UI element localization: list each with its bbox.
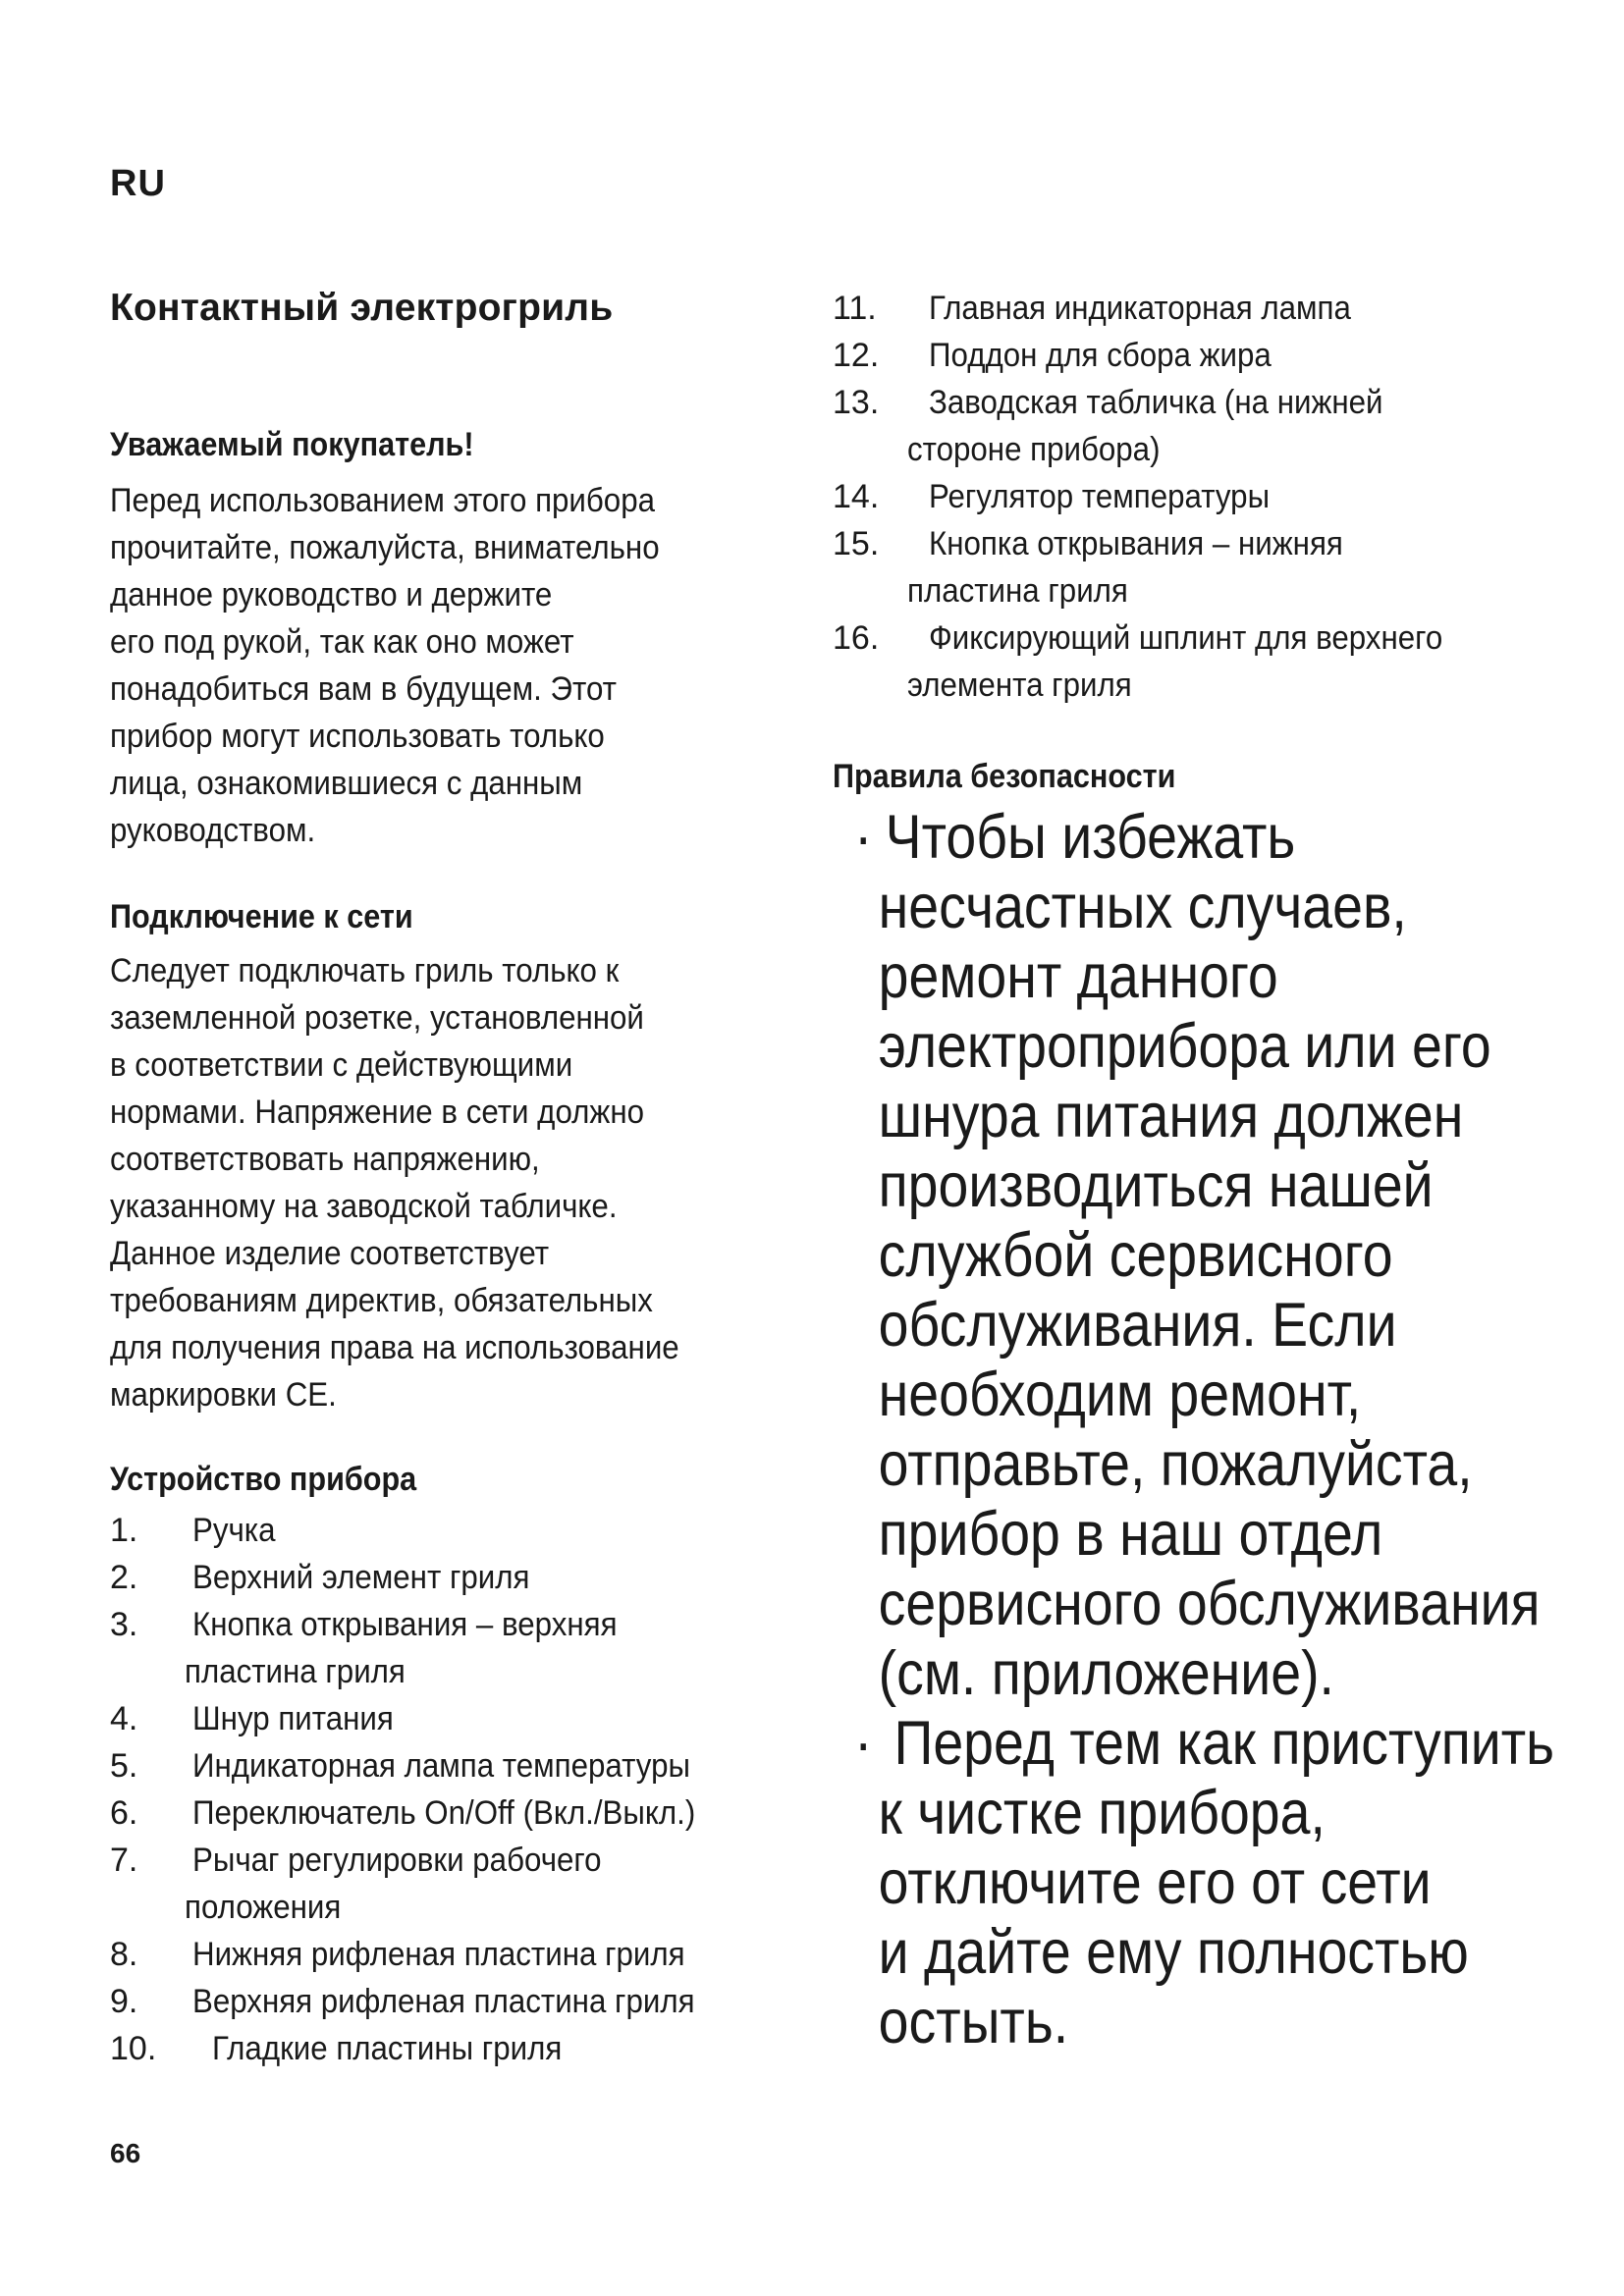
item-label: Индикаторная лампа температуры: [192, 1747, 690, 1785]
item-label: Верхняя рифленая пластина гриля: [192, 1983, 695, 2020]
bullet-marker: ·: [854, 1709, 873, 1778]
intro-heading: Уважаемый покупатель!: [110, 426, 474, 463]
list-item-continuation: [110, 1884, 778, 1931]
connection-line: в соответствии с действующими: [110, 1046, 573, 1084]
safety-line: и дайте ему полностью: [878, 1918, 1469, 1987]
intro-line: руководством.: [110, 812, 316, 849]
item-number: 14.: [833, 478, 880, 515]
list-item: [833, 379, 1520, 426]
item-label: Шнур питания: [192, 1700, 394, 1737]
item-number: 4.: [110, 1700, 138, 1737]
list-item: [110, 2025, 778, 2072]
intro-line: его под рукой, так как оно может: [110, 623, 574, 661]
item-label: Кнопка открывания – верхняя: [192, 1606, 618, 1643]
intro-line: данное руководство и держите: [110, 576, 553, 614]
intro-line: прочитайте, пожалуйста, внимательно: [110, 529, 660, 566]
list-item: [110, 1554, 778, 1601]
device-parts-list-continued: [833, 285, 1520, 709]
list-item: [110, 1978, 778, 2025]
page-title: Контактный электрогриль: [110, 287, 614, 329]
connection-line: указанному на заводской табличке.: [110, 1188, 618, 1225]
item-number: 7.: [110, 1842, 138, 1879]
connection-line: нормами. Напряжение в сети должно: [110, 1094, 645, 1131]
safety-line: остыть.: [878, 1988, 1069, 2056]
item-number: 1.: [110, 1512, 138, 1549]
item-label: Поддон для сбора жира: [929, 337, 1272, 374]
connection-line: маркировки CE.: [110, 1376, 337, 1414]
item-number: 12.: [833, 337, 880, 374]
connection-line: Следует подключать гриль только к: [110, 952, 620, 989]
list-item: [110, 1789, 778, 1837]
connection-line: соответствовать напряжению,: [110, 1141, 540, 1178]
safety-line: Чтобы избежать: [885, 803, 1296, 872]
item-label: Рычаг регулировки рабочего: [192, 1842, 602, 1879]
list-item: [833, 520, 1520, 567]
item-number: 11.: [833, 290, 877, 327]
list-item: [833, 614, 1520, 662]
list-item: [833, 285, 1520, 332]
safety-line: Перед тем как приступить: [893, 1709, 1554, 1778]
list-item-continuation: [110, 1648, 778, 1695]
intro-line: прибор могут использовать только: [110, 718, 605, 755]
item-label: Заводская табличка (на нижней: [929, 384, 1383, 421]
item-label: Гладкие пластины гриля: [212, 2030, 563, 2067]
item-label-continuation: положения: [185, 1889, 342, 1926]
connection-heading: Подключение к сети: [110, 898, 413, 935]
connection-line: Данное изделие соответствует: [110, 1235, 550, 1272]
connection-line: заземленной розетке, установленной: [110, 999, 644, 1037]
connection-paragraph: [110, 947, 679, 1418]
item-label: Фиксирующий шплинт для верхнего: [929, 619, 1443, 657]
safety-heading: Правила безопасности: [833, 758, 1176, 795]
list-item: [110, 1742, 778, 1789]
safety-line: (см. приложение).: [878, 1639, 1334, 1708]
item-label: Ручка: [192, 1512, 276, 1549]
list-item: [110, 1695, 778, 1742]
safety-line: службой сервисного: [878, 1221, 1393, 1290]
connection-line: требованиям директив, обязательных: [110, 1282, 653, 1319]
safety-line: отключите его от сети: [878, 1848, 1432, 1917]
item-number: 13.: [833, 384, 880, 421]
list-item-continuation: [833, 567, 1520, 614]
item-number: 6.: [110, 1794, 138, 1832]
list-item-continuation: [833, 426, 1520, 473]
list-item: [110, 1931, 778, 1978]
item-label: Верхний элемент гриля: [192, 1559, 530, 1596]
item-label: Переключатель On/Off (Вкл./Выкл.): [192, 1794, 696, 1832]
item-number: 2.: [110, 1559, 138, 1596]
item-number: 8.: [110, 1936, 138, 1973]
item-number: 16.: [833, 619, 880, 657]
item-number: 5.: [110, 1747, 138, 1785]
safety-line: ремонт данного: [878, 942, 1278, 1011]
bullet-marker: ·: [854, 803, 873, 872]
connection-line: для получения права на использование: [110, 1329, 679, 1366]
intro-line: лица, ознакомившиеся с данным: [110, 765, 583, 802]
safety-line: несчастных случаев,: [878, 873, 1407, 941]
list-item: [833, 332, 1520, 379]
item-number: 10.: [110, 2030, 157, 2067]
item-label: Кнопка открывания – нижняя: [929, 525, 1343, 562]
safety-line: шнура питания должен: [878, 1082, 1464, 1150]
list-item-continuation: [833, 662, 1520, 709]
item-label-continuation: элемента гриля: [907, 667, 1132, 704]
safety-line: отправьте, пожалуйста,: [878, 1430, 1473, 1499]
list-item: [110, 1837, 778, 1884]
device-heading: Устройство прибора: [110, 1461, 417, 1498]
item-number: 9.: [110, 1983, 138, 2020]
intro-line: понадобиться вам в будущем. Этот: [110, 670, 617, 708]
safety-line: необходим ремонт,: [878, 1361, 1362, 1429]
safety-line: обслуживания. Если: [878, 1291, 1397, 1360]
safety-line: производиться нашей: [878, 1151, 1434, 1220]
list-item: [110, 1507, 778, 1554]
item-label-continuation: пластина гриля: [907, 572, 1128, 610]
list-item: [110, 1601, 778, 1648]
item-number: 15.: [833, 525, 880, 562]
item-label-continuation: пластина гриля: [185, 1653, 406, 1690]
item-label: Регулятор температуры: [929, 478, 1271, 515]
item-label-continuation: стороне прибора): [907, 431, 1161, 468]
safety-line: прибор в наш отдел: [878, 1500, 1383, 1569]
device-parts-list: [110, 1507, 778, 2072]
safety-line: к чистке прибора,: [878, 1779, 1326, 1847]
item-number: 3.: [110, 1606, 138, 1643]
item-label: Главная индикаторная лампа: [929, 290, 1351, 327]
page-number: 66: [110, 2138, 141, 2168]
intro-paragraph: [110, 477, 660, 854]
language-code: RU: [110, 163, 166, 204]
safety-line: электроприбора или его: [878, 1012, 1491, 1081]
item-label: Нижняя рифленая пластина гриля: [192, 1936, 685, 1973]
list-item: [833, 473, 1520, 520]
intro-line: Перед использованием этого прибора: [110, 482, 656, 519]
safety-line: сервисного обслуживания: [878, 1570, 1541, 1638]
